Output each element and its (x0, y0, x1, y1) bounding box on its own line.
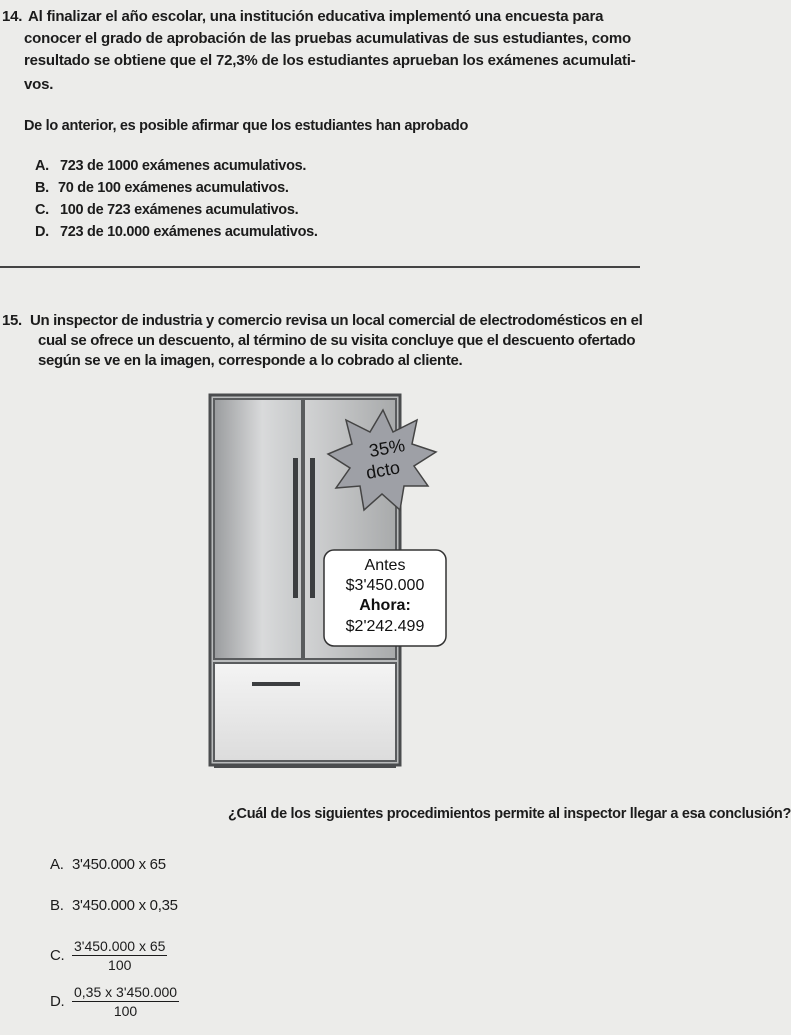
q15-prompt: ¿Cuál de los siguientes procedimientos permite al inspector llegar a esa conclusión? (228, 806, 791, 822)
drawer-handle (252, 682, 300, 686)
refrigerator-figure (200, 380, 460, 805)
q14-line-2: conocer el grado de aprobación de las pruebas acumulativas de sus estudiantes, como (24, 30, 631, 47)
now-label: Ahora: (359, 597, 411, 614)
q14-line-3: resultado se obtiene que el 72,3% de los estudiantes aprueban los exámenes acumulati- (24, 52, 636, 69)
q14-prompt: De lo anterior, es posible afirmar que los estudiantes han aprobado (24, 118, 469, 134)
q15-option-b-text: 3'450.000 x 0,35 (72, 897, 178, 914)
q15-option-d-numerator: 0,35 x 3'450.000 (74, 984, 178, 1000)
left-door-handle (293, 458, 298, 598)
q15-option-b-letter: B. (50, 897, 64, 914)
discount-label: dcto (364, 457, 402, 483)
q14-number: 14. (2, 8, 23, 25)
q15-line-3: según se ve en la imagen, corresponde a lo cobrado al cliente. (38, 352, 463, 369)
q15-option-d-fraction (72, 984, 179, 1019)
q14-option-c-letter: C. (35, 202, 49, 218)
before-label: Antes (364, 557, 406, 574)
now-price: $2'242.499 (345, 618, 425, 635)
q15-option-d-denominator: 100 (113, 1003, 138, 1019)
fridge-base (214, 765, 396, 768)
q15-line-2: cual se ofrece un descuento, al término de su visita concluye que el descuento ofertado (38, 332, 636, 349)
fridge-left-door (214, 399, 302, 659)
before-price: $3'450.000 (345, 577, 425, 594)
q14-option-a-text: 723 de 1000 exámenes acumulativos. (60, 158, 307, 174)
freezer-drawer (214, 663, 396, 761)
section-divider (0, 266, 640, 268)
q15-number: 15. (2, 312, 22, 329)
q14-option-a-letter: A. (35, 158, 49, 174)
q15-option-a-text: 3'450.000 x 65 (72, 856, 166, 873)
q15-option-d-letter: D. (50, 993, 65, 1010)
discount-percent: 35% (367, 435, 407, 462)
right-door-handle (310, 458, 315, 598)
q14-option-d-text: 723 de 10.000 exámenes acumulativos. (60, 224, 318, 240)
q15-option-c-fraction (72, 938, 167, 973)
q14-line-1: Al finalizar el año escolar, una institución educativa implementó una encuesta para (28, 8, 604, 25)
q14-option-d-letter: D. (35, 224, 49, 240)
q14-option-c-text: 100 de 723 exámenes acumulativos. (60, 202, 299, 218)
q14-option-b-letter: B. (35, 180, 49, 196)
q15-option-c-letter: C. (50, 947, 65, 964)
q15-option-c-denominator: 100 (108, 957, 132, 973)
q14-option-b-text: 70 de 100 exámenes acumulativos. (58, 180, 289, 196)
q14-line-4: vos. (24, 76, 54, 93)
q15-option-a-letter: A. (50, 856, 64, 873)
q15-line-1: Un inspector de industria y comercio revisa un local comercial de electrodomésticos en el (30, 312, 643, 329)
q15-option-c-numerator: 3'450.000 x 65 (74, 938, 166, 954)
